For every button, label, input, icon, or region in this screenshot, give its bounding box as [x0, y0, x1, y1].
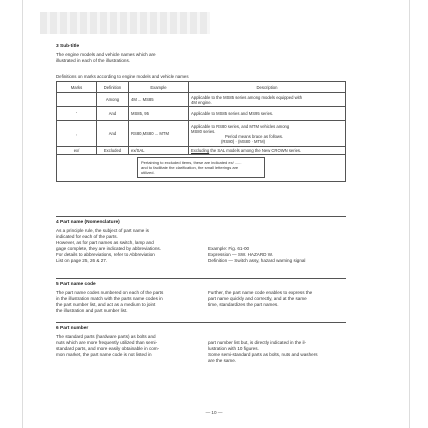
definition-cell: Among [97, 93, 129, 107]
paragraph-line: nuts which are more frequently utilized than semi- [56, 340, 158, 345]
paragraph-line: are the same. [208, 358, 237, 363]
table-caption: Definitions on marks according to engine models and vehicle names [56, 74, 189, 79]
section-title: 4 Part name (Nomenclature) [56, 220, 120, 225]
paragraph-line: in the illustration match with the parts name codes in [56, 296, 163, 301]
faded-header-graphic [40, 12, 210, 34]
paragraph-line: Example: Fig. 61-00 [208, 246, 250, 251]
paragraph-line: part number list but, is directly indicated in the il- [208, 340, 307, 345]
divider [56, 216, 346, 217]
example-cell: MS85, 95 [129, 107, 189, 121]
section-part-number [56, 326, 346, 364]
description-line: 4M engine. [191, 99, 212, 105]
description-line: Applicable to MS85 series and MS95 series. [191, 111, 274, 116]
description-line: MS80 series. [191, 128, 216, 134]
left-column [56, 290, 194, 314]
paragraph-line: Expression — SW. HAZARD W. [208, 252, 274, 257]
note-line: utilized. [141, 170, 155, 175]
paragraph-line: For details to abbreviations, refer to Abbreviation [56, 252, 155, 257]
paragraph-line: The part name codes numbered on each of the parts [56, 290, 164, 295]
right-column [208, 290, 346, 314]
definition-cell: And [97, 121, 129, 147]
mark-cell [57, 93, 97, 107]
paragraph-line: However, as for part names as switch, lamp and [56, 240, 154, 245]
divider [56, 278, 346, 279]
table-row [57, 121, 346, 147]
note-line: and to facilitate the clarification, the small letterings are [141, 165, 239, 170]
paragraph-line: Some semi-standard parts as bolts, nuts and washers [208, 352, 318, 357]
description-subline: (RS80) · (MS80 · MTM) [221, 138, 265, 144]
note-line: Pertaining to excluded items, these are indicated ex/ ...... [141, 160, 242, 165]
divider [56, 322, 346, 323]
paragraph-line: As a principle rule, the subject of part name is [56, 228, 149, 233]
description-cell [189, 93, 346, 107]
description-subline: Period means brace as follows. [225, 133, 284, 139]
page-number: — 10 — [205, 410, 223, 415]
paragraph-line: The standard parts (hardware parts) as bolts and [56, 334, 156, 339]
paragraph-line: Definition — Switch assy, hazard warning signal [208, 258, 306, 263]
section-title: 6 Part number [56, 326, 89, 331]
paragraph-line: time, standardizes the part names. [208, 302, 279, 307]
section-title: 3 Sub-title [56, 44, 80, 49]
description-line: the SAL models among the New CROWN series. [209, 148, 302, 153]
description-line: Applicable to the MS85 series among models equipped with [191, 94, 303, 100]
table-header: Example [129, 82, 189, 93]
right-column [208, 334, 346, 364]
paragraph-line: List on page 25, 26 & 27. [56, 258, 108, 263]
left-column [56, 228, 194, 264]
paragraph-line: indicated for each of the parts. [56, 234, 118, 239]
paragraph-line: the part number list, and act as a medium to joint [56, 302, 156, 307]
table-header-row [57, 82, 346, 93]
right-column [208, 228, 346, 264]
table-header: Marks [57, 82, 97, 93]
left-column [56, 334, 194, 364]
description-cell [189, 121, 346, 147]
paragraph-line: the illustration and part number list. [56, 308, 128, 313]
section-part-name [56, 220, 346, 264]
paragraph-line: lustration with 10 figures. [208, 346, 259, 351]
description-cell [189, 147, 346, 155]
definitions-table [56, 81, 346, 182]
definition-cell: Excluded [97, 147, 129, 155]
description-cell [189, 107, 346, 121]
example-cell: 4M ... MS85 [129, 93, 189, 107]
definition-cell: And [97, 107, 129, 121]
table-header: Description [189, 82, 346, 93]
table-note-row [57, 155, 346, 182]
section-text: illustrated in each of the illustrations. [56, 58, 131, 63]
paragraph-line: mon market, the part name code is not listed in [56, 352, 152, 357]
mark-cell: ex/ [57, 147, 97, 155]
section-part-name-code [56, 282, 346, 314]
mark-cell: , [57, 121, 97, 147]
description-emphasis: Excluding [191, 148, 210, 153]
table-row [57, 147, 346, 155]
section-subtitle [56, 44, 356, 64]
paragraph-line: part name quickly and correctly, and at the same [208, 296, 307, 301]
note-box [137, 157, 265, 178]
mark-cell: ' [57, 107, 97, 121]
paragraph-line: Further, the part name code enables to express the [208, 290, 313, 295]
paragraph-line: standard parts, and more easily obtainable in com- [56, 346, 160, 351]
example-cell: RS80,MS80 ... MTM [129, 121, 189, 147]
section-text: The engine models and vehicle names which are [56, 52, 156, 57]
table-header: Definition [97, 82, 129, 93]
description-line: Applicable to RS80 series, and MTM vehicles among [191, 123, 290, 129]
example-cell: ex/SAL [129, 147, 189, 155]
table-row [57, 107, 346, 121]
section-title: 5 Part name code [56, 282, 96, 287]
table-row [57, 93, 346, 107]
paragraph-line: gage complete, they are indicated by abbreviations. [56, 246, 161, 251]
